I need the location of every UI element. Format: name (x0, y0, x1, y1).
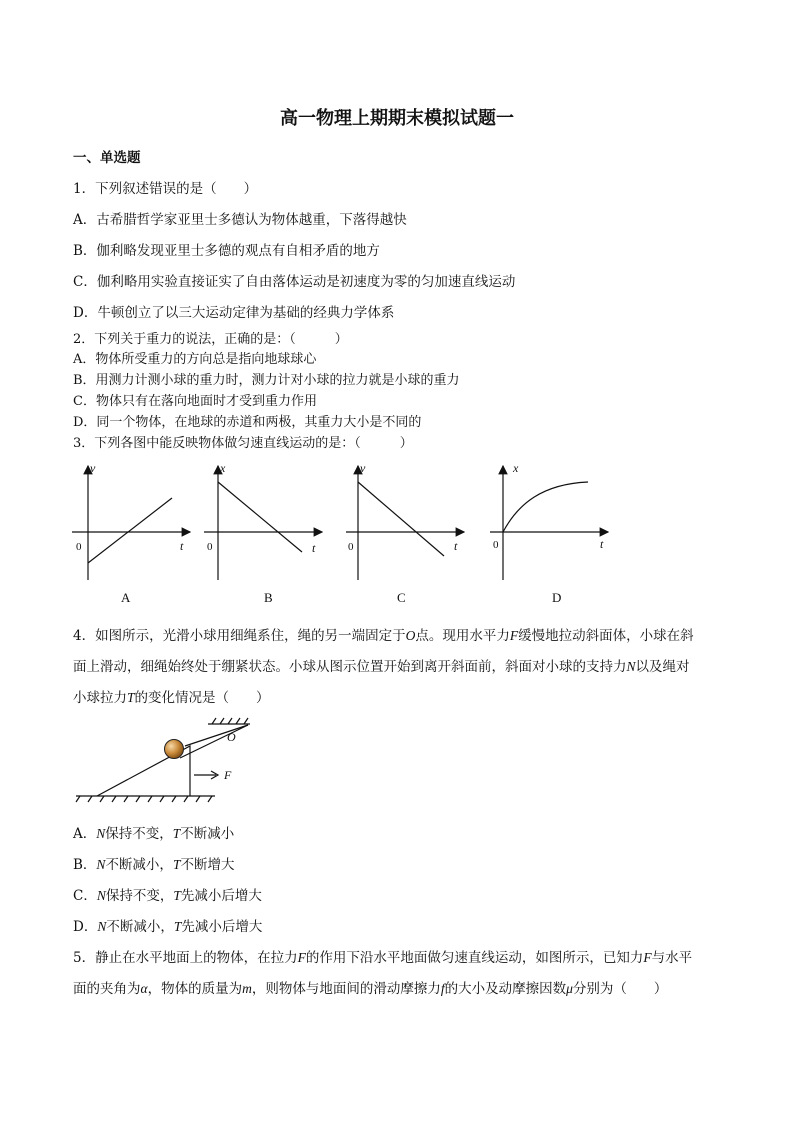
q4-option-b: B．N不断减小，T不断增大 (73, 857, 235, 873)
graph-d (490, 466, 608, 580)
graph-d-ylabel: x (513, 461, 519, 475)
q4-stem-line2: 面上滑动，细绳始终处于绷紧状态。小球从图示位置开始到离开斜面前，斜面对小球的支持力N以及绳对 (73, 659, 690, 675)
q4-option-c: C．N保持不变，T先减小后增大 (73, 888, 262, 904)
page-title: 高一物理上期期末模拟试题一 (280, 108, 514, 129)
q5-stem-line1: 5．静止在水平地面上的物体，在拉力F的作用下沿水平地面做匀速直线运动，如图所示，已知力F与水平 (73, 950, 693, 966)
section-heading: 一、单选题 (73, 150, 141, 166)
graph-d-xlabel: t (600, 537, 604, 551)
q2-option-d: D．同一个物体，在地球的赤道和两极，其重力大小是不同的 (73, 415, 422, 430)
q2-option-a: A．物体所受重力的方向总是指向地球球心 (73, 352, 317, 367)
graph-a-line (88, 498, 172, 563)
graph-c-origin: 0 (348, 541, 354, 553)
q2-option-c: C．物体只有在落向地面时才受到重力作用 (73, 394, 317, 409)
graph-c-line (358, 482, 444, 556)
q4-stem-line1: 4．如图所示，光滑小球用细绳系住，绳的另一端固定于O点。现用水平力F缓慢地拉动斜面体，小球在斜 (73, 628, 694, 644)
graph-a-ylabel: v (90, 461, 96, 475)
graph-b-line (218, 482, 302, 552)
graph-a-origin: 0 (76, 541, 82, 553)
ceiling-hatch (212, 718, 248, 724)
graph-b-origin: 0 (207, 541, 213, 553)
q1-option-a: A．古希腊哲学家亚里士多德认为物体越重，下落得越快 (73, 212, 407, 228)
q4-option-a: A．N保持不变，T不断减小 (73, 826, 235, 842)
q2-option-b: B．用测力计测小球的重力时，测力计对小球的拉力就是小球的重力 (73, 373, 460, 388)
graph-b (204, 466, 322, 580)
graph-c (346, 466, 464, 580)
q4-figure (70, 712, 260, 807)
graph-a-xlabel: t (180, 539, 184, 553)
q1-option-b: B．伽利略发现亚里士多德的观点有自相矛盾的地方 (73, 243, 380, 259)
graph-a (72, 466, 190, 580)
ball (165, 740, 184, 759)
q1-option-d: D．牛顿创立了以三大运动定律为基础的经典力学体系 (73, 305, 395, 321)
q3-graphs (60, 460, 620, 610)
point-o-label: O (227, 730, 236, 744)
q1-option-c: C．伽利略用实验直接证实了自由落体运动是初速度为零的匀加速直线运动 (73, 274, 516, 290)
q4-option-d: D．N不断减小，T先减小后增大 (73, 919, 263, 935)
string-upper (185, 725, 248, 746)
graph-b-ylabel: x (220, 461, 226, 475)
graph-d-curve (503, 482, 588, 532)
string-lower (180, 725, 248, 758)
graph-b-caption: B (264, 590, 273, 605)
q2-stem: 2．下列关于重力的说法，正确的是：（ ） (73, 332, 348, 347)
graph-c-caption: C (397, 590, 406, 605)
graph-a-caption: A (121, 590, 131, 605)
q4-stem-line3: 小球拉力T的变化情况是（ ） (73, 690, 270, 706)
graph-d-caption: D (552, 590, 562, 605)
graph-c-ylabel: v (360, 461, 366, 475)
q5-stem-line2: 面的夹角为α，物体的质量为m，则物体与地面间的滑动摩擦力f的大小及动摩擦因数μ分别为（ ） (73, 981, 668, 997)
q1-stem: 1．下列叙述错误的是（ ） (73, 181, 258, 197)
ground-hatch (76, 796, 212, 802)
q3-stem: 3．下列各图中能反映物体做匀速直线运动的是：（ ） (73, 436, 413, 451)
graph-c-xlabel: t (454, 539, 458, 553)
force-f-label: F (224, 768, 232, 782)
graph-d-origin: 0 (493, 539, 499, 551)
graph-b-xlabel: t (312, 541, 316, 555)
